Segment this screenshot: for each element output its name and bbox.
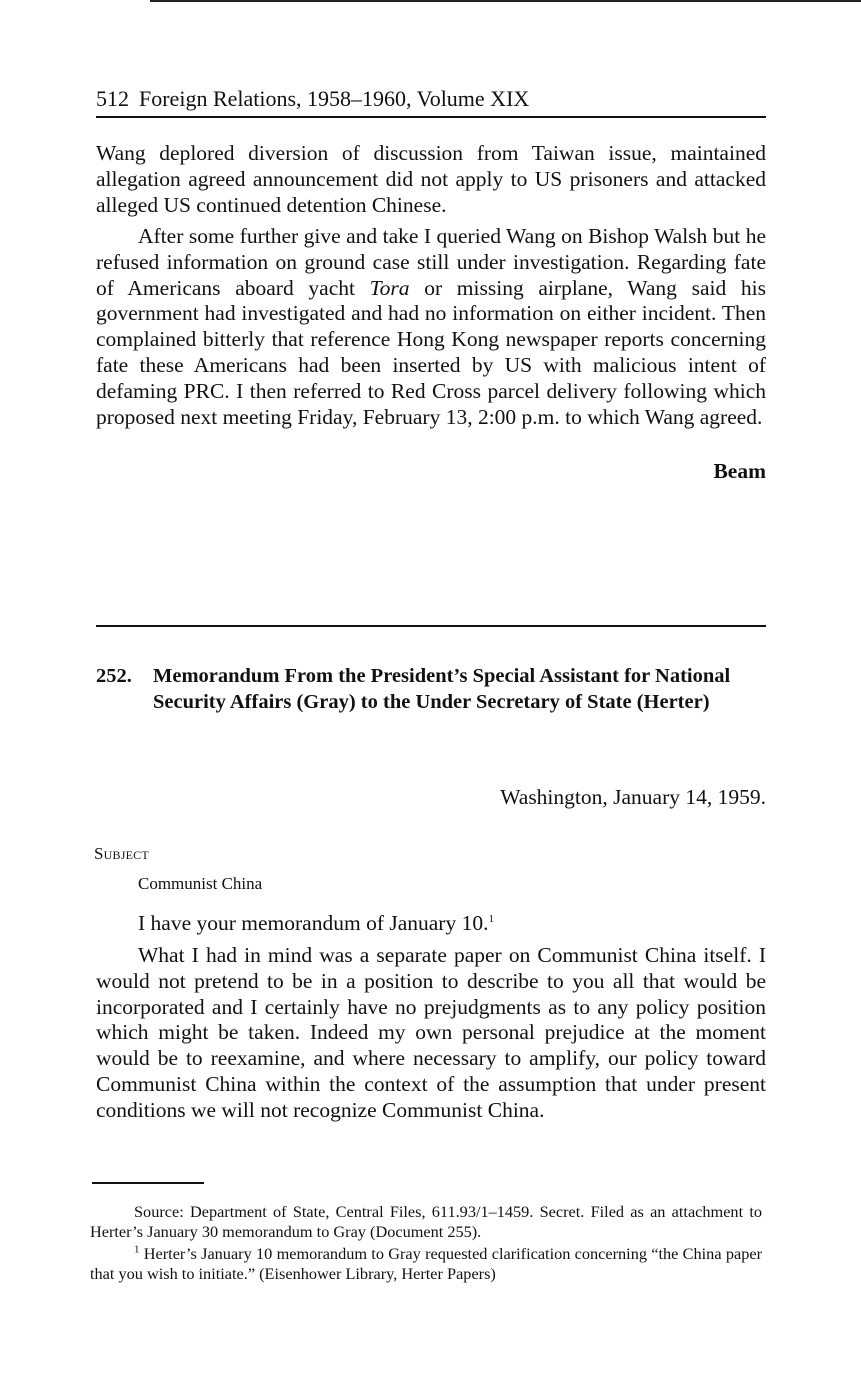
memo-paragraph-1: [96, 911, 766, 937]
volume-title: Foreign Relations, 1958–1960, Volume XIX: [139, 86, 530, 111]
subject-label: Subject: [94, 844, 149, 863]
document-number: 252.: [96, 665, 132, 687]
dateline: Washington, January 14, 1959.: [500, 785, 766, 809]
section-divider: [96, 625, 766, 627]
running-head: [96, 84, 766, 118]
document-heading: [96, 663, 766, 715]
source-note: Source: Department of State, Central Files, 611.93/1–1459. Secret. Filed as an attachment to Herter’s January 30 memorandum to Gray (Document 255).: [90, 1202, 762, 1241]
footnote-rule: [92, 1182, 204, 1184]
subject-value: Communist China: [138, 874, 263, 893]
prev-doc-paragraph-2-text-a: After some further give and take I queried Wang on Bishop Walsh but he refused information on ground case still under investigation. Regarding fate of Americans aboard yacht: [96, 224, 766, 300]
prev-doc-paragraph-2-text-b: or missing airplane, Wang said his government had investigated and had no information on either incident. Then complained bitterly that reference Hong Kong newspaper reports concerning fate these Americans had been inserted by US with malicious intent of defaming PRC. I then referred to Red Cross parcel delivery following which proposed next meeting Friday, February 13, 2:00 p.m. to which Wang agreed.: [96, 275, 767, 429]
yacht-name: Tora: [369, 275, 410, 300]
document-title: Memorandum From the President’s Special Assistant for National Security Affairs (Gray) to the Under Secretary of State (Herter): [153, 665, 731, 713]
page-number: 512: [96, 86, 129, 111]
footnote-marker-1: 1: [488, 912, 494, 925]
page-top-edge: [150, 0, 861, 2]
memo-paragraph-1-text: I have your memorandum of January 10.: [138, 911, 489, 935]
footnote-1: [90, 1244, 762, 1283]
footnote-1-text: Herter’s January 10 memorandum to Gray requested clarification concerning “the China paper that you wish to initiate.” (Eisenhower Library, Herter Papers): [90, 1244, 762, 1283]
prev-doc-paragraph-1: Wang deplored diversion of discussion from Taiwan issue, maintained allegation agreed announcement did not apply to US prisoners and attacked alleged US continued detention Chinese.: [96, 141, 766, 217]
footnote-1-marker: 1: [134, 1243, 140, 1256]
memo-paragraph-2: What I had in mind was a separate paper on Communist China itself. I would not pretend to be in a position to describe to you all that would be incorporated and I certainly have no prejudgments as to any policy position which might be taken. Indeed my own personal prejudice at the moment would be to reexamine, and where necessary to amplify, our policy toward Communist China within the context of the assumption that under present conditions we will not recognize Communist China.: [96, 943, 766, 1122]
prev-doc-paragraph-2: [96, 224, 766, 430]
signature: Beam: [713, 459, 766, 483]
